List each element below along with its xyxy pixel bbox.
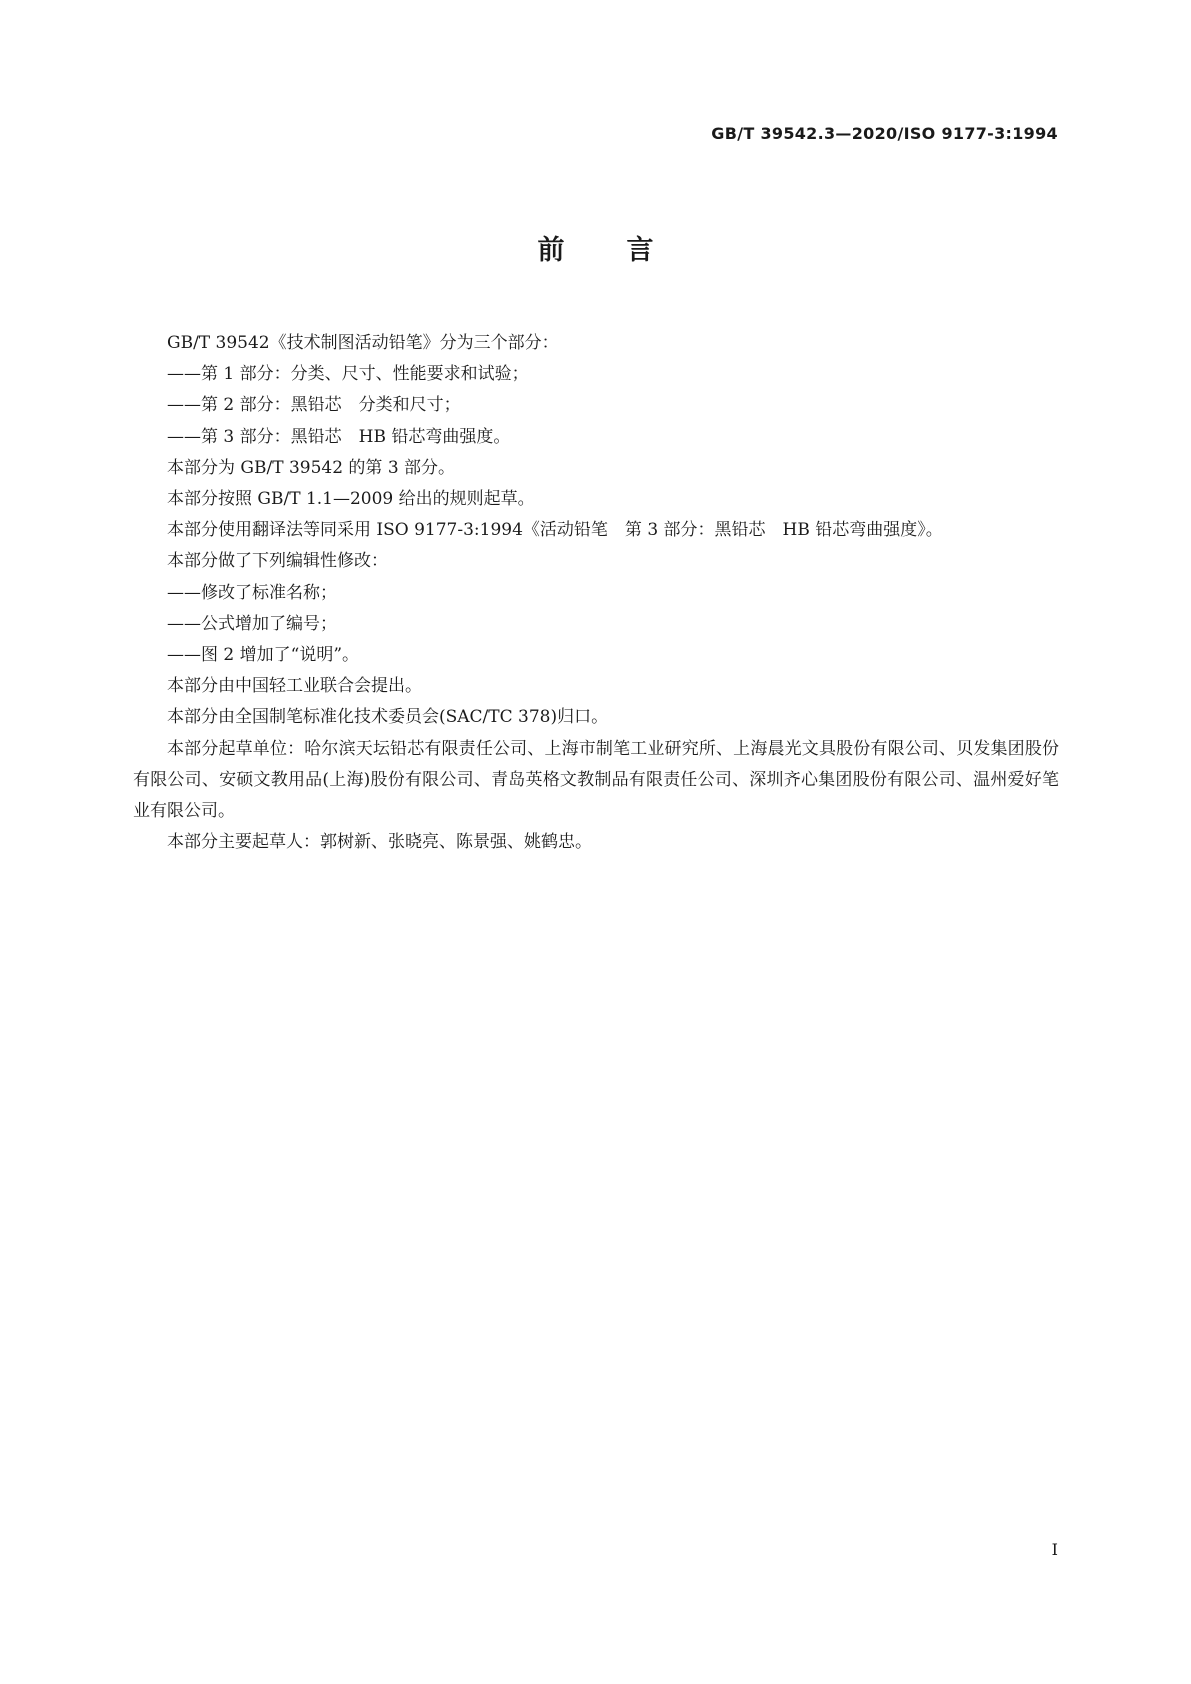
page-title-part-2: 言 bbox=[626, 235, 654, 266]
paragraph-edit-1: ——修改了标准名称； bbox=[167, 582, 337, 603]
page-title-part-1: 前 bbox=[537, 235, 565, 266]
paragraph-drafters: 本部分主要起草人：郭树新、张晓亮、陈景强、姚鹤忠。 bbox=[167, 832, 592, 853]
paragraph-part-3: ——第 3 部分：黑铅芯 HB 铅芯弯曲强度。 bbox=[167, 426, 511, 447]
paragraph-drafting-units: 本部分起草单位：哈尔滨天坛铅芯有限责任公司、上海市制笔工业研究所、上海晨光文具股份有限公司、贝发集团股份有限公司、安硕文教用品(上海)股份有限公司、青岛英格文教制品有限责任公司、深圳齐心集团股份有限公司、温州爱好笔业有限公司。 bbox=[133, 738, 1059, 822]
paragraph-edit-2: ——公式增加了编号； bbox=[167, 613, 337, 634]
paragraph-this-part: 本部分为 GB/T 39542 的第 3 部分。 bbox=[167, 457, 456, 478]
paragraph-drafting-rules: 本部分按照 GB/T 1.1—2009 给出的规则起草。 bbox=[167, 489, 535, 510]
page-title bbox=[0, 228, 1191, 267]
paragraph-proposer: 本部分由中国轻工业联合会提出。 bbox=[167, 676, 422, 697]
paragraph-part-1: ——第 1 部分：分类、尺寸、性能要求和试验； bbox=[167, 364, 529, 385]
foreword-body bbox=[133, 328, 1059, 858]
standard-number: GB/T 39542.3—2020/ISO 9177-3:1994 bbox=[711, 124, 1058, 143]
paragraph-adoption: 本部分使用翻译法等同采用 ISO 9177-3:1994《活动铅笔 第 3 部分：黑铅芯 HB 铅芯弯曲强度》。 bbox=[167, 520, 943, 541]
paragraph-committee: 本部分由全国制笔标准化技术委员会(SAC/TC 378)归口。 bbox=[167, 707, 609, 728]
paragraph-part-2: ——第 2 部分：黑铅芯 分类和尺寸； bbox=[167, 395, 461, 416]
paragraph-parts-intro: GB/T 39542《技术制图活动铅笔》分为三个部分： bbox=[167, 333, 559, 353]
paragraph-edit-3: ——图 2 增加了“说明”。 bbox=[167, 645, 360, 666]
paragraph-edits-intro: 本部分做了下列编辑性修改： bbox=[167, 551, 388, 572]
page-number: I bbox=[1051, 1540, 1058, 1559]
